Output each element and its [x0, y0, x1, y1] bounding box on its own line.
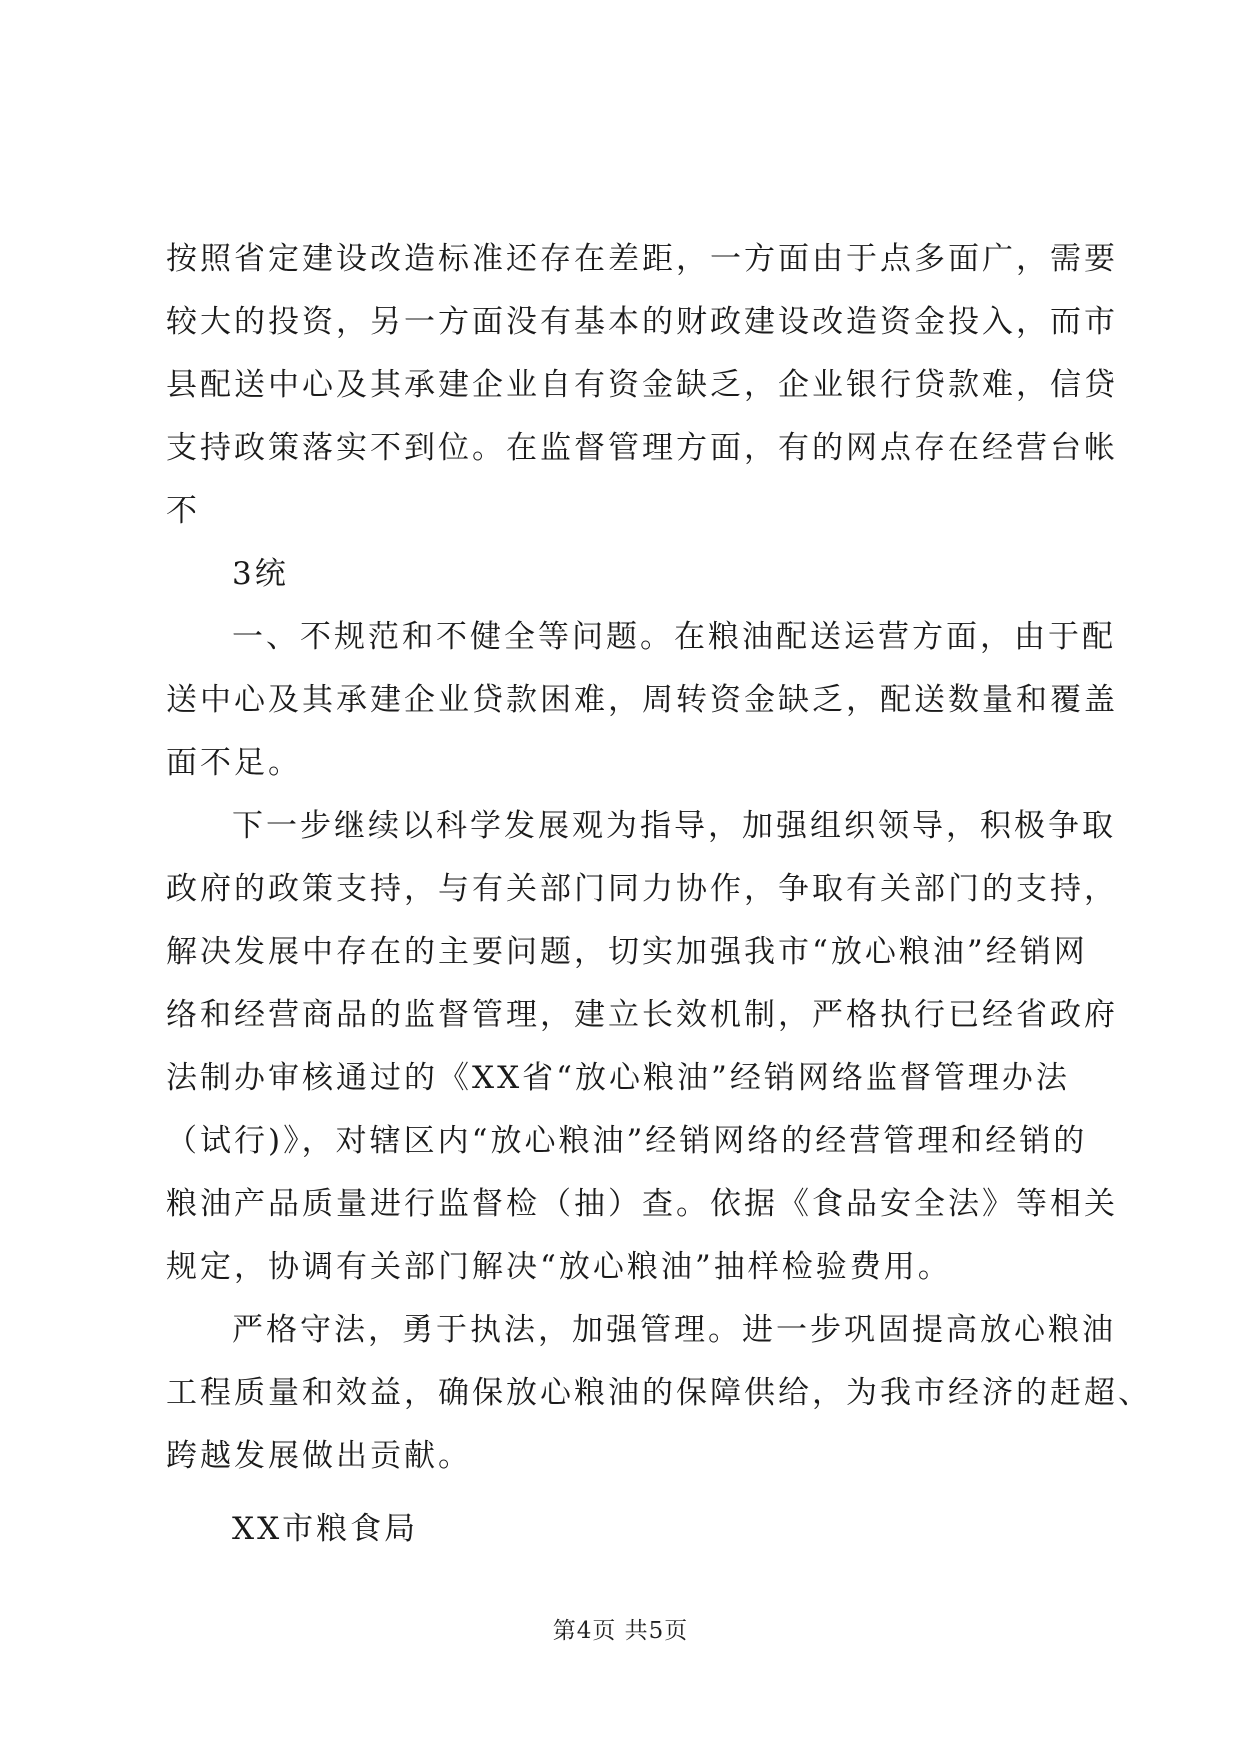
- text-line: 县配送中心及其承建企业自有资金缺乏，企业银行贷款难，信贷: [166, 367, 1118, 403]
- paragraph-5: [166, 1299, 1152, 1488]
- text-line: 解决发展中存在的主要问题，切实加强我市“放心粮油”经销网: [166, 934, 1088, 970]
- text-line: 严格守法，勇于执法，加强管理。进一步巩固提高放心粮油: [232, 1312, 1116, 1348]
- text-line: 粮油产品质量进行监督检（抽）查。依据《食品安全法》等相关: [166, 1186, 1118, 1222]
- signature-paragraph: [166, 1498, 1086, 1561]
- issuer-name: XX市粮食局: [232, 1511, 419, 1547]
- page-number-footer: 第4页 共5页: [552, 1618, 689, 1644]
- paragraph-3: [166, 606, 1118, 795]
- text-line: 送中心及其承建企业贷款困难，周转资金缺乏，配送数量和覆盖: [166, 682, 1118, 718]
- text-line: 按照省定建设改造标准还存在差距，一方面由于点多面广，需要: [166, 241, 1118, 277]
- text-line: （试行)》，对辖区内“放心粮油”经销网络的经营管理和经销的: [166, 1123, 1088, 1159]
- paragraph-1: [166, 228, 1118, 543]
- text-line: 3统: [232, 556, 289, 592]
- text-line: 一、不规范和不健全等问题。在粮油配送运营方面，由于配: [232, 619, 1116, 655]
- paragraph-4: [166, 795, 1118, 1299]
- text-line: 下一步继续以科学发展观为指导，加强组织领导，积极争取: [232, 808, 1116, 844]
- text-line: 较大的投资，另一方面没有基本的财政建设改造资金投入，而市: [166, 304, 1118, 340]
- text-line: 规定，协调有关部门解决“放心粮油”抽样检验费用。: [166, 1249, 952, 1285]
- text-line: 工程质量和效益，确保放心粮油的保障供给，为我市经济的赶超、: [166, 1375, 1152, 1411]
- text-line: 政府的政策支持，与有关部门同力协作，争取有关部门的支持，: [166, 871, 1118, 907]
- text-line: 支持政策落实不到位。在监督管理方面，有的网点存在经营台帐: [166, 430, 1118, 466]
- paragraph-2: [166, 543, 1086, 606]
- document-body: [166, 228, 1152, 1561]
- text-line: 面不足。: [166, 745, 302, 781]
- text-line: 跨越发展做出贡献。: [166, 1438, 472, 1474]
- text-line: 法制办审核通过的《XX省“放心粮油”经销网络监督管理办法: [166, 1060, 1070, 1096]
- text-line: 络和经营商品的监督管理，建立长效机制，严格执行已经省政府: [166, 997, 1118, 1033]
- text-line: 不: [166, 493, 200, 529]
